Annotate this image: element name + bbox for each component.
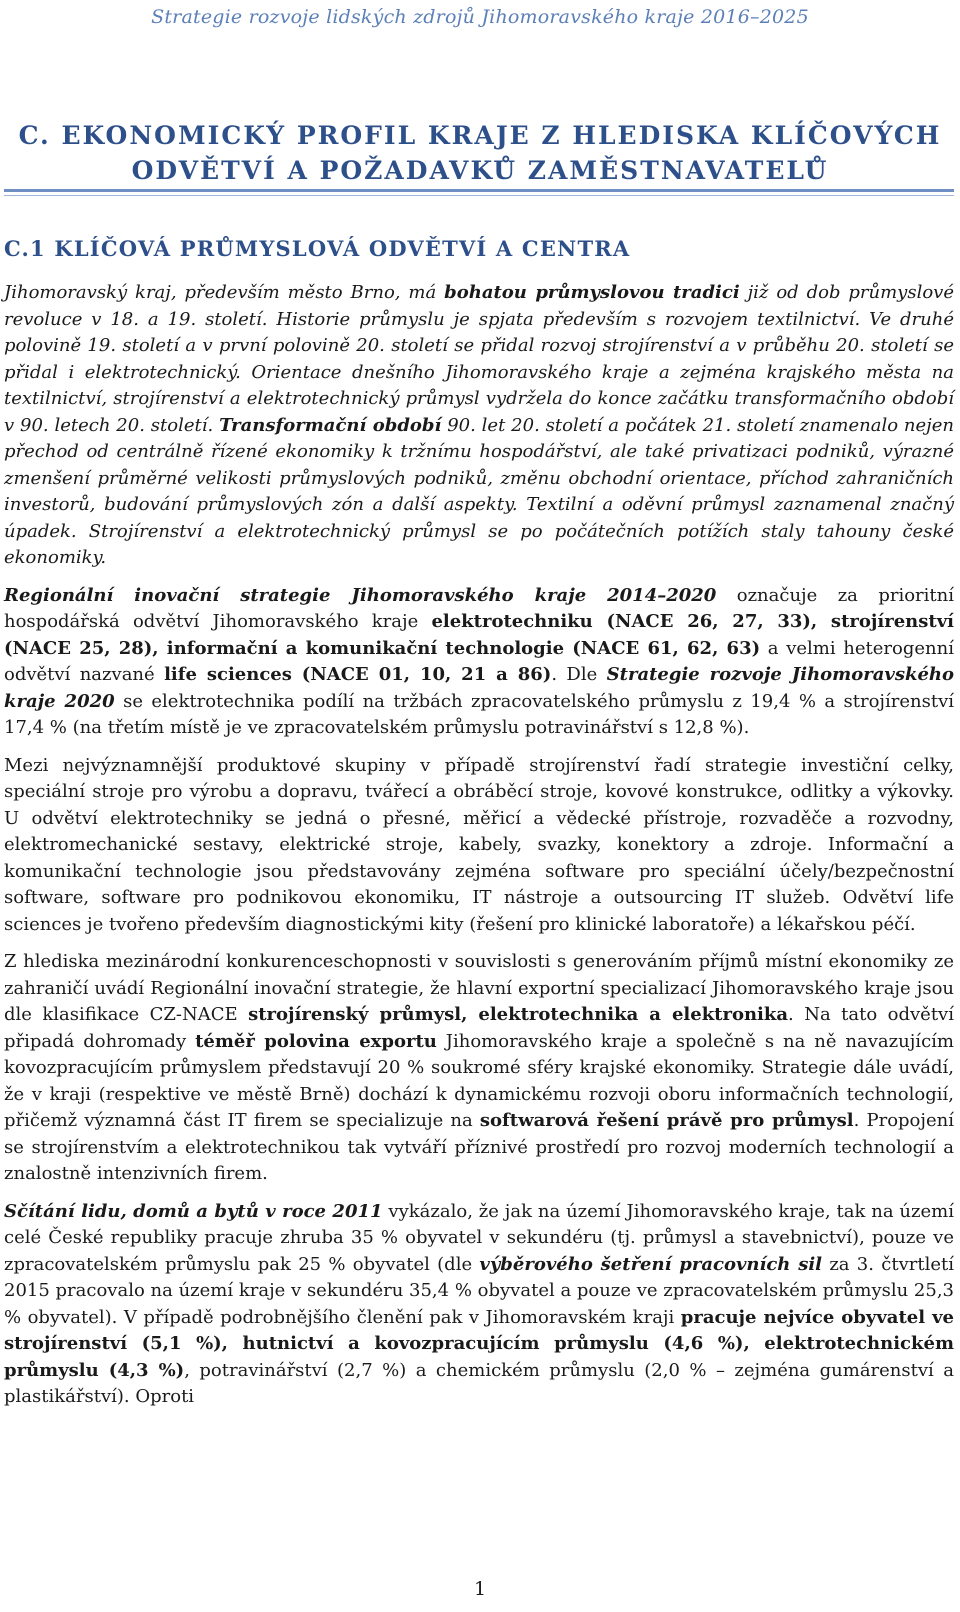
- text-run: . Na tato odvětví připadá dohromady: [4, 1004, 954, 1052]
- text-run: vykázalo, že jak na území Jihomoravského kraje, tak na území celé České republiky pracuje zhruba 35 % obyvatel v sekundéru (tj. průmysl a stavebnictví), pouze ve zpracovatelském průmyslu pak 25 % obyvatel (dle: [4, 1200, 954, 1275]
- emphasis: softwarová řešení právě pro průmysl: [479, 1110, 854, 1131]
- document-reference: Strategie rozvoje Jihomoravského kraje 2020: [4, 664, 954, 712]
- body-text: [4, 280, 954, 1422]
- text-run: za 3. čtvrtletí 2015 pracovalo na území kraje v sekundéru 35,4 % obyvatel a pouze ve zpracovatelském průmyslu 25,3 % obyvatel). V případě podrobnějšího členění pak v Jihomoravském kraji: [4, 1253, 954, 1328]
- text-run: a velmi heterogenní odvětví nazvané: [4, 637, 954, 685]
- emphasis: pracuje nejvíce obyvatel ve strojírenství (5,1 %), hutnictví a kovozpracujícím průmyslu (4,6 %), elektrotechnickém průmyslu (4,3 %): [4, 1306, 955, 1381]
- text-run: Z hlediska mezinárodní konkurenceschopnosti v souvislosti s generováním příjmů místní ekonomiky ze zahraničí uvádí Regionální inovační strategie, že hlavní exportní specializací Jihomoravského kraje jsou dle klasifikace CZ-NACE: [4, 951, 954, 1025]
- document-reference: Regionální inovační strategie Jihomoravského kraje 2014–2020: [4, 584, 717, 606]
- section-title: C.1 KLÍČOVÁ PRŮMYSLOVÁ ODVĚTVÍ A CENTRA: [4, 236, 631, 261]
- paragraph-export: [4, 949, 954, 1188]
- emphasis: Transformační období: [219, 414, 442, 436]
- running-header: Strategie rozvoje lidských zdrojů Jihomoravského kraje 2016–2025: [151, 6, 809, 28]
- emphasis: téměř polovina exportu: [195, 1030, 437, 1052]
- title-rule-thin: [4, 195, 954, 196]
- text-run: Jihomoravského kraje a společně s na ně navazujícím kovozpracujícím průmyslem představují 20 % soukromé sféry krajské ekonomiky. Strategie dále uvádí, že v kraji (respektive ve městě Brně) dochází k dynamickému rozvoji oboru informačních technologií, přičemž významná část IT firem se specializuje na: [4, 1030, 954, 1131]
- text-run: . Propojení se strojírenstvím a elektrotechnikou tak vytváří příznivé prostředí pro rozvoj moderních technologií a znalostně intenzivních firem.: [4, 1110, 954, 1184]
- paragraph-history: [4, 280, 954, 572]
- paragraph-priority-sectors: [4, 583, 954, 742]
- paragraph-product-groups: Mezi nejvýznamnější produktové skupiny v případě strojírenství řadí strategie investiční celky, speciální stroje pro výrobu a dopravu, tvářecí a obráběcí stroje, kovové konstrukce, odlitky a výkovky. U odvětví elektrotechniky se jedná o přesné, měřicí a vědecké přístroje, rozvaděče a rozvodny, elektromechanické sestavy, elektrické stroje, kabely, svazky, konektory a zdroje. Informační a komunikační technologie jsou představovány zejména software pro speciální účely/bezpečnostní software, software pro podnikovou ekonomiku, IT nástroje a outsourcing IT služeb. Odvětví life sciences je tvořeno především diagnostickými kity (řešení pro klinické laboratoře) a lékařskou péčí.: [4, 754, 954, 935]
- title-rule: [4, 189, 954, 192]
- chapter-title-line-2: ODVĚTVÍ A POŽADAVKŮ ZAMĚSTNAVATELŮ: [131, 156, 829, 185]
- emphasis: bohatou průmyslovou tradici: [444, 282, 740, 303]
- chapter-title-line-1: C. EKONOMICKÝ PROFIL KRAJE Z HLEDISKA KLÍČOVÝCH: [18, 121, 942, 150]
- text-run: , potravinářství (2,7 %) a chemickém průmyslu (2,0 % – zejména gumárenství a plastikářství). Oproti: [4, 1359, 954, 1407]
- document-reference: Sčítání lidu, domů a bytů v roce 2011: [4, 1200, 383, 1222]
- paragraph-census: [4, 1199, 954, 1411]
- chapter-title: [0, 118, 960, 188]
- text-run: 90. let 20. století a počátek 21. století znamenalo nejen přechod od centrálně řízené ekonomiky k tržnímu hospodářství, ale také privatizaci podniků, výrazné zmenšení průměrné velikosti průmyslových podniků, změnu obchodní orientace, příchod zahraničních investorů, budování průmyslových zón a další aspekty. Textilní a oděvní průmysl zaznamenal značný úpadek. Strojírenství a elektrotechnický průmysl se po počátečních potížích staly tahouny české ekonomiky.: [4, 414, 954, 568]
- emphasis: life sciences (NACE 01, 10, 21 a 86): [164, 664, 552, 685]
- text-run: již od dob průmyslové revoluce v 18. a 19. století. Historie průmyslu je spjata především s rozvojem textilnictví. Ve druhé polovině 19. století a v první polovině 20. století se přidal rozvoj strojírenství a v průběhu 20. století se přidal i elektrotechnický. Orientace dnešního Jihomoravského kraje a zejména krajského města na textilnictví, strojírenství a elektrotechnický průmysl vydržela do konce začátku transformačního období v 90. letech 20. století.: [4, 282, 955, 436]
- text-run: Jihomoravský kraj, především město Brno, má: [4, 282, 445, 303]
- document-reference: výběrového šetření pracovních sil: [479, 1253, 823, 1275]
- emphasis: strojírenský průmysl, elektrotechnika a elektronika: [248, 1004, 789, 1025]
- page-number: 1: [473, 1578, 487, 1600]
- text-run: označuje za prioritní hospodářská odvětví Jihomoravského kraje: [4, 584, 954, 632]
- text-run: se elektrotechnika podílí na tržbách zpracovatelského průmyslu z 19,4 % a strojírenství 17,4 % (na třetím místě je ve zpracovatelském průmyslu potravinářství s 12,8 %).: [4, 690, 954, 738]
- emphasis: elektrotechniku (NACE 26, 27, 33), strojírenství (NACE 25, 28), informační a komunikační technologie (NACE 61, 62, 63): [4, 611, 954, 659]
- text-run: . Dle: [551, 664, 607, 685]
